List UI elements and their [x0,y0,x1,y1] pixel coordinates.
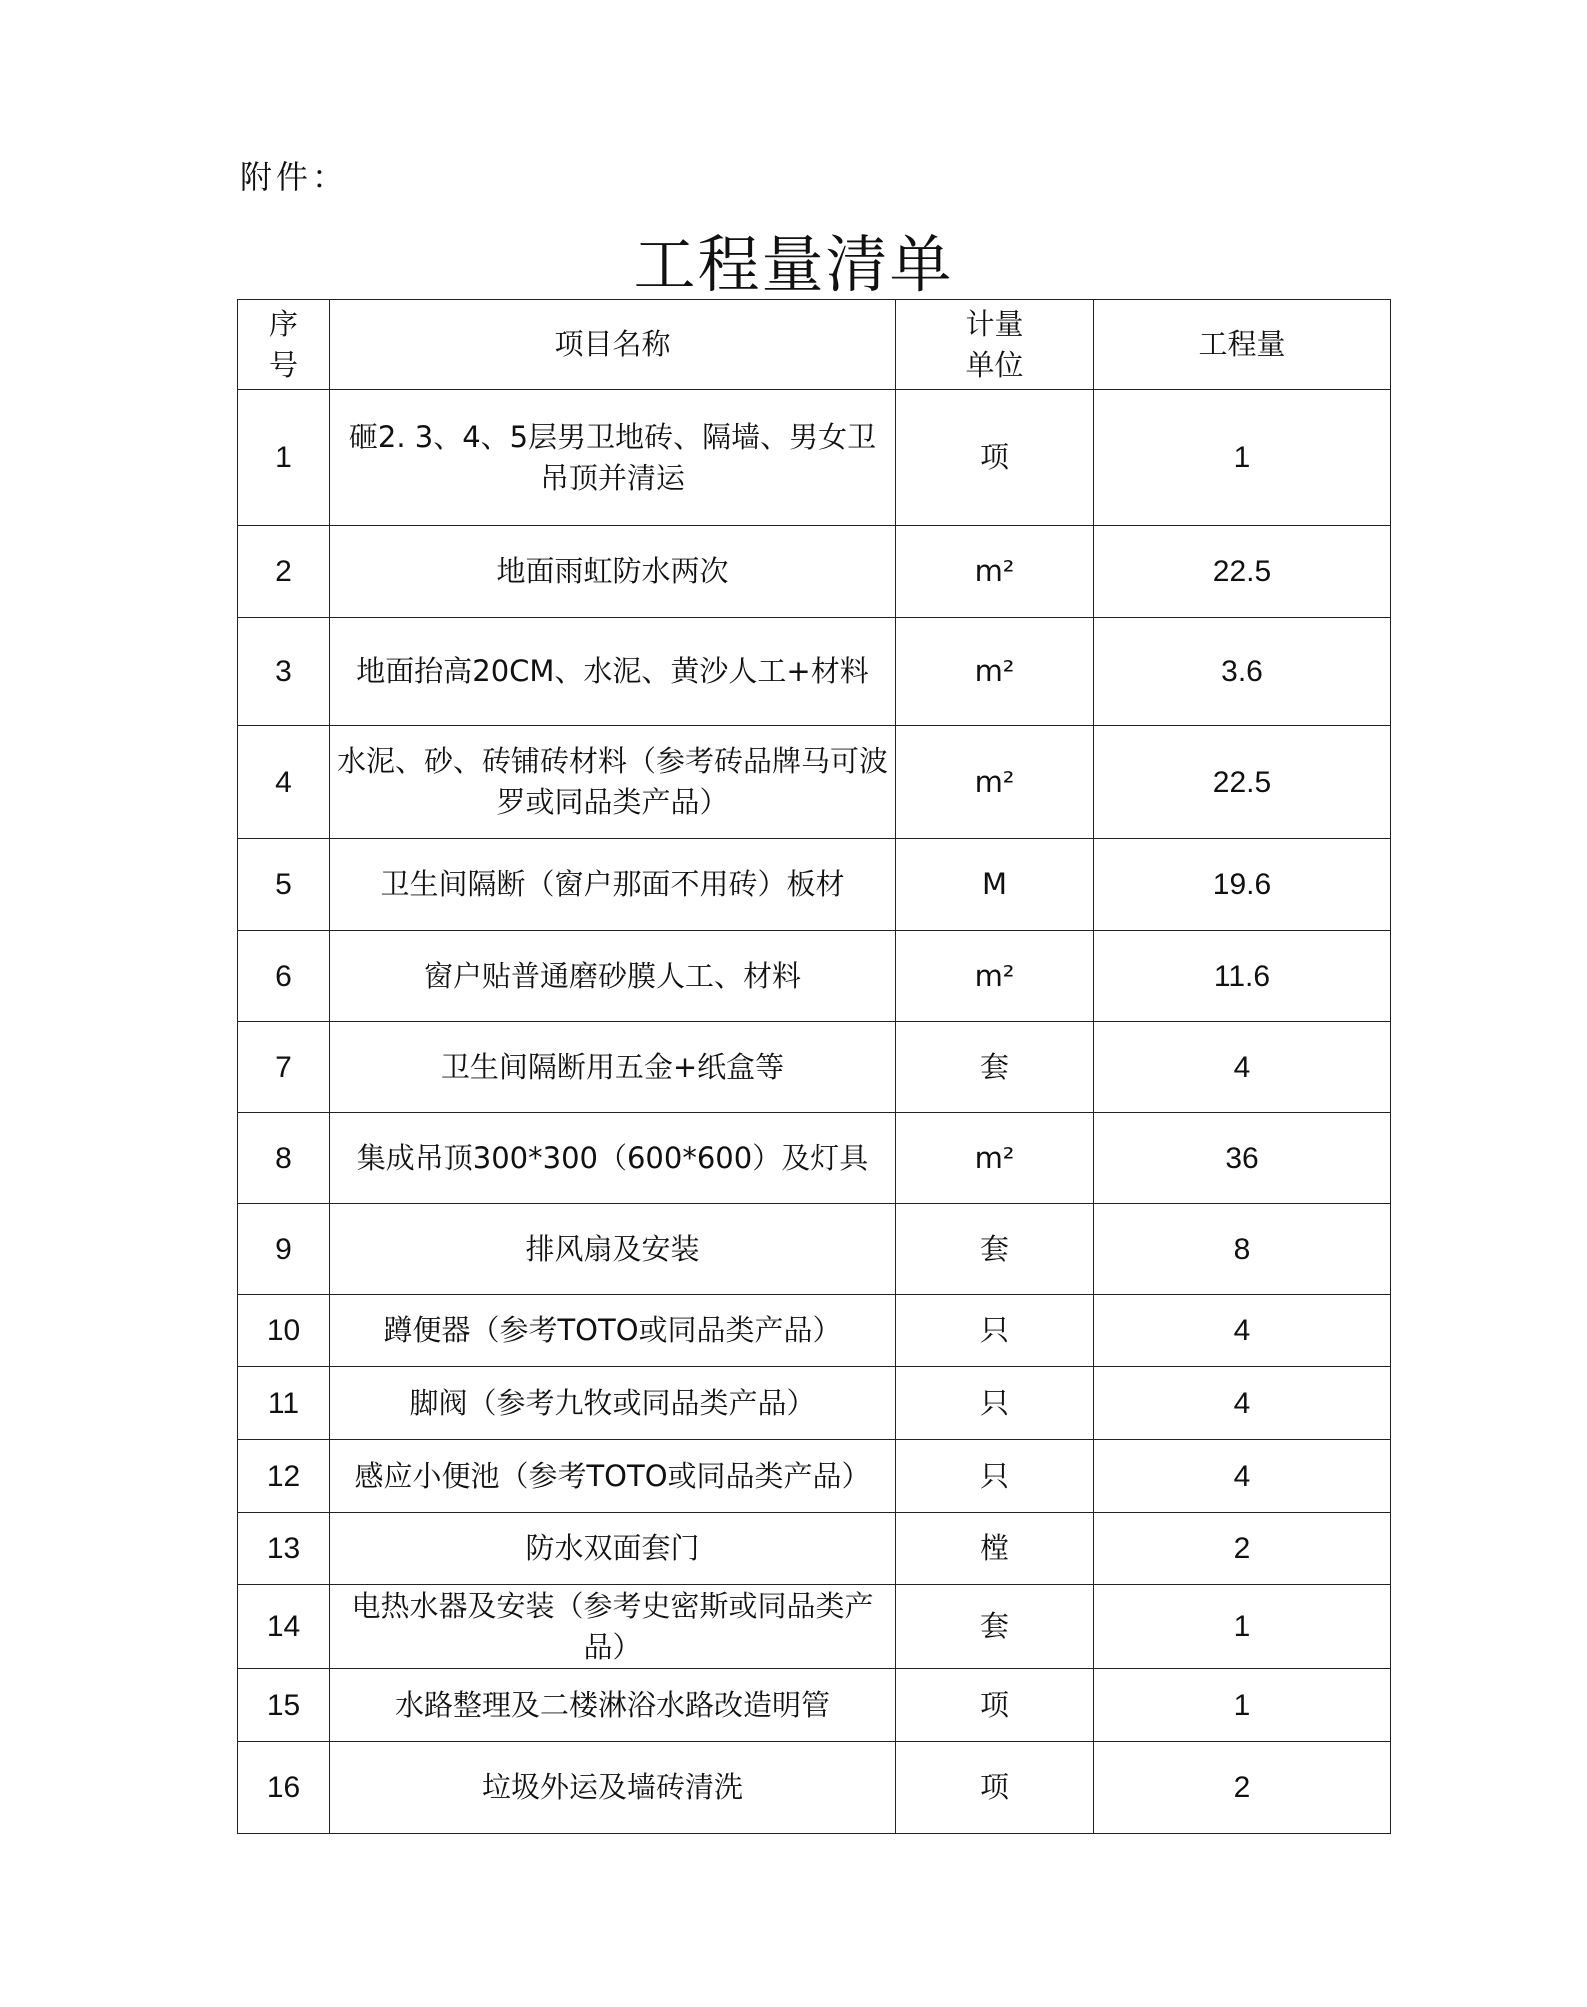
header-no: 序 号 [238,300,330,390]
row-name: 蹲便器（参考TOTO或同品类产品） [330,1295,896,1367]
header-qty: 工程量 [1094,300,1391,390]
row-unit: 只 [896,1295,1094,1367]
row-qty: 2 [1094,1513,1391,1585]
row-no: 2 [238,526,330,618]
row-unit: m² [896,526,1094,618]
row-qty: 1 [1094,390,1391,526]
table-row [238,618,1391,726]
table-header-row [238,300,1391,390]
row-unit: 套 [896,1022,1094,1113]
row-no: 1 [238,390,330,526]
page-title: 工程量清单 [633,228,954,301]
row-name: 垃圾外运及墙砖清洗 [330,1742,896,1834]
row-unit: 只 [896,1440,1094,1513]
row-qty: 4 [1094,1022,1391,1113]
row-qty: 4 [1094,1295,1391,1367]
header-name: 项目名称 [330,300,896,390]
row-qty: 8 [1094,1204,1391,1295]
row-no: 5 [238,839,330,931]
table-row [238,726,1391,839]
row-unit: 项 [896,1669,1094,1742]
row-unit: 项 [896,1742,1094,1834]
quantity-table [237,299,1391,1834]
row-name: 砸2. 3、4、5层男卫地砖、隔墙、男女卫吊顶并清运 [330,390,896,526]
row-name: 排风扇及安装 [330,1204,896,1295]
row-qty: 1 [1094,1669,1391,1742]
row-unit: M [896,839,1094,931]
row-no: 9 [238,1204,330,1295]
row-no: 6 [238,931,330,1022]
header-unit: 计量 单位 [896,300,1094,390]
table-row [238,390,1391,526]
row-qty: 22.5 [1094,726,1391,839]
row-name: 水泥、砂、砖铺砖材料（参考砖品牌马可波罗或同品类产品） [330,726,896,839]
row-no: 7 [238,1022,330,1113]
row-name: 感应小便池（参考TOTO或同品类产品） [330,1440,896,1513]
row-qty: 11.6 [1094,931,1391,1022]
row-no: 4 [238,726,330,839]
table-row [238,1113,1391,1204]
row-name: 地面雨虹防水两次 [330,526,896,618]
row-name: 地面抬高20CM、水泥、黄沙人工+材料 [330,618,896,726]
row-no: 3 [238,618,330,726]
table-row [238,1367,1391,1440]
row-unit: m² [896,931,1094,1022]
row-qty: 2 [1094,1742,1391,1834]
table-row [238,526,1391,618]
row-unit: m² [896,1113,1094,1204]
row-no: 11 [238,1367,330,1440]
table-row [238,1669,1391,1742]
row-name: 防水双面套门 [330,1513,896,1585]
row-qty: 1 [1094,1585,1391,1669]
row-no: 8 [238,1113,330,1204]
row-no: 16 [238,1742,330,1834]
row-unit: m² [896,618,1094,726]
row-unit: 套 [896,1204,1094,1295]
table-row [238,1204,1391,1295]
row-unit: 项 [896,390,1094,526]
table-row [238,1513,1391,1585]
row-no: 12 [238,1440,330,1513]
row-name: 水路整理及二楼淋浴水路改造明管 [330,1669,896,1742]
table-row [238,839,1391,931]
row-qty: 19.6 [1094,839,1391,931]
table-row [238,1295,1391,1367]
table-row [238,931,1391,1022]
row-name: 脚阀（参考九牧或同品类产品） [330,1367,896,1440]
attachment-label: 附件： [240,158,349,196]
row-unit: m² [896,726,1094,839]
row-name: 电热水器及安装（参考史密斯或同品类产品） [330,1585,896,1669]
row-unit: 樘 [896,1513,1094,1585]
table-row [238,1585,1391,1669]
row-qty: 22.5 [1094,526,1391,618]
row-name: 卫生间隔断用五金+纸盒等 [330,1022,896,1113]
row-qty: 4 [1094,1440,1391,1513]
row-qty: 4 [1094,1367,1391,1440]
row-unit: 只 [896,1367,1094,1440]
row-qty: 36 [1094,1113,1391,1204]
row-no: 14 [238,1585,330,1669]
row-name: 集成吊顶300*300（600*600）及灯具 [330,1113,896,1204]
row-name: 卫生间隔断（窗户那面不用砖）板材 [330,839,896,931]
row-no: 10 [238,1295,330,1367]
row-name: 窗户贴普通磨砂膜人工、材料 [330,931,896,1022]
table-row [238,1742,1391,1834]
row-no: 15 [238,1669,330,1742]
row-unit: 套 [896,1585,1094,1669]
row-no: 13 [238,1513,330,1585]
row-qty: 3.6 [1094,618,1391,726]
table-row [238,1440,1391,1513]
table-row [238,1022,1391,1113]
